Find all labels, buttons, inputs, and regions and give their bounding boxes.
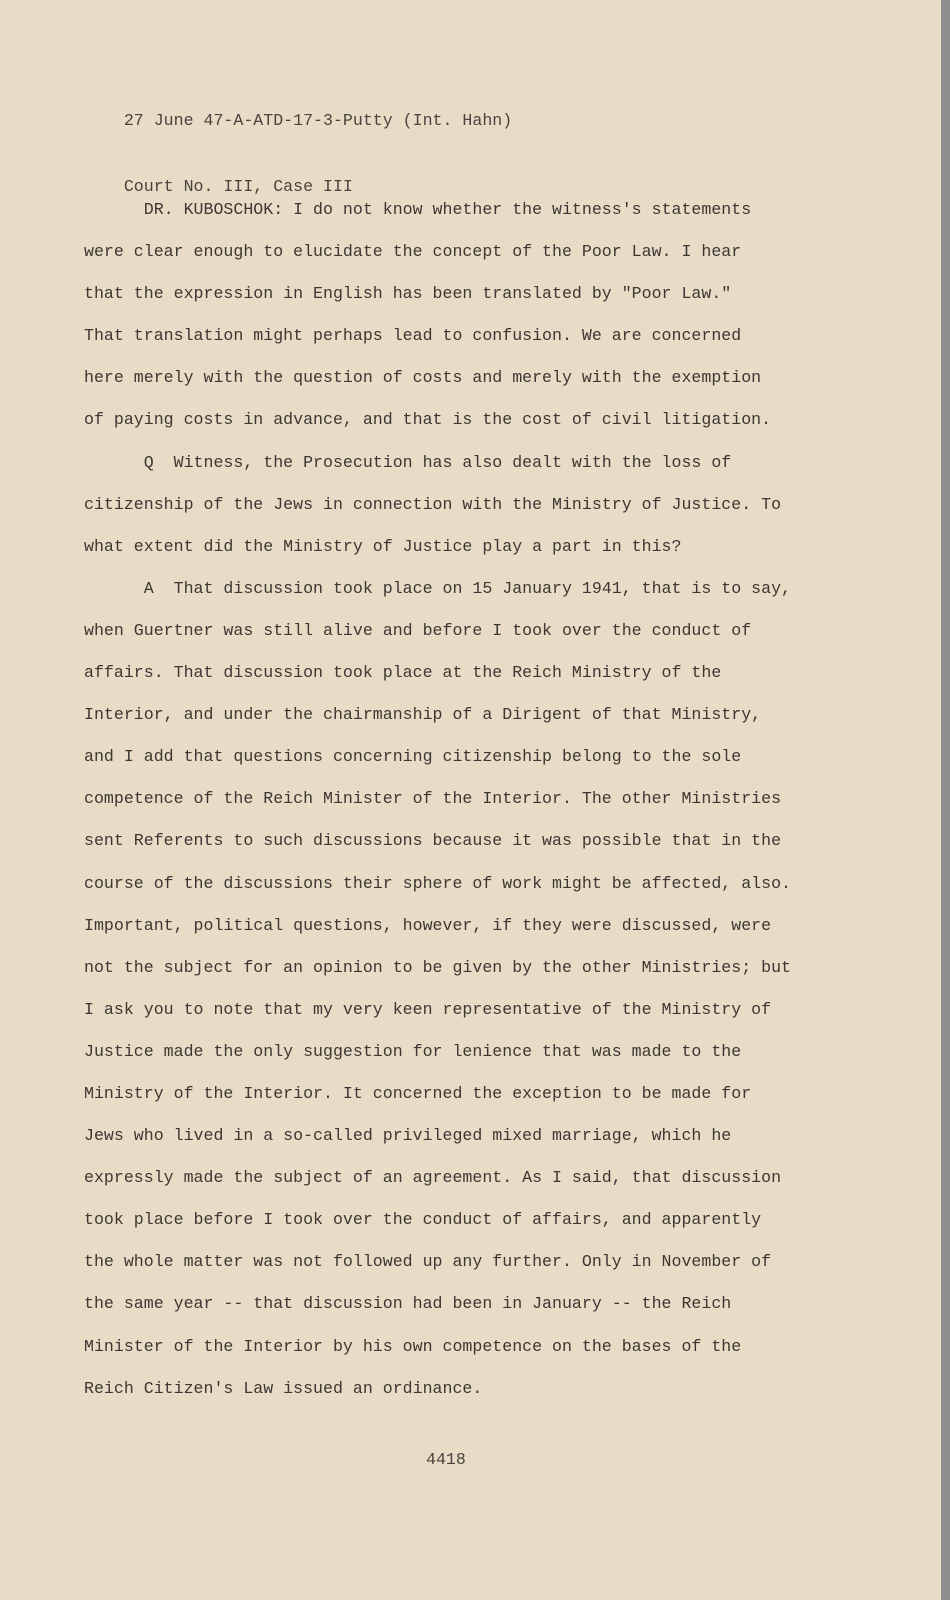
text-line: and I add that questions concerning citizenship belong to the sole (84, 747, 742, 767)
text-line: here merely with the question of costs and merely with the exemption (84, 368, 762, 388)
text-line: took place before I took over the conduct of affairs, and apparently (84, 1210, 762, 1230)
text-line: Ministry of the Interior. It concerned the exception to be made for (84, 1083, 752, 1103)
text-line: that the expression in English has been translated by "Poor Law." (84, 284, 732, 304)
page-number: 4418 (426, 1450, 466, 1469)
text-line: affairs. That discussion took place at the Reich Ministry of the (84, 663, 722, 683)
text-line: Justice made the only suggestion for lenience that was made to the (84, 1041, 742, 1061)
text-line: Minister of the Interior by his own competence on the bases of the (84, 1336, 742, 1356)
text-line: not the subject for an opinion to be given by the other Ministries; but (84, 957, 792, 977)
text-line: Reich Citizen's Law issued an ordinance. (84, 1378, 483, 1398)
text-line: what extent did the Ministry of Justice play a part in this? (84, 536, 682, 556)
text-line: Important, political questions, however, if they were discussed, were (84, 915, 772, 935)
text-line: That translation might perhaps lead to confusion. We are concerned (84, 326, 742, 346)
text-line: Jews who lived in a so-called privileged mixed marriage, which he (84, 1126, 732, 1146)
scan-edge (941, 0, 950, 1600)
text-line: competence of the Reich Minister of the Interior. The other Ministries (84, 789, 782, 809)
text-line: expressly made the subject of an agreement. As I said, that discussion (84, 1168, 782, 1188)
transcript-body (84, 189, 824, 1410)
header-line-2: Court No. III, Case III (123, 177, 353, 196)
header-line-1: 27 June 47-A-ATD-17-3-Putty (Int. Hahn) (123, 111, 513, 130)
text-line: course of the discussions their sphere of work might be affected, also. (84, 873, 792, 893)
text-line: when Guertner was still alive and before I took over the conduct of (84, 620, 752, 640)
text-line: were clear enough to elucidate the concept of the Poor Law. I hear (84, 242, 742, 262)
text-line: DR. KUBOSCHOK: I do not know whether the witness's statements (84, 200, 752, 219)
text-line: the whole matter was not followed up any further. Only in November of (84, 1252, 772, 1272)
text-line: the same year -- that discussion had been in January -- the Reich (84, 1294, 732, 1314)
text-line: Interior, and under the chairmanship of a Dirigent of that Ministry, (84, 705, 762, 725)
text-line: Q Witness, the Prosecution has also dealt with the loss of (84, 452, 732, 472)
text-line: sent Referents to such discussions because it was possible that in the (84, 831, 782, 851)
text-line: A That discussion took place on 15 January 1941, that is to say, (84, 578, 792, 598)
text-line: of paying costs in advance, and that is the cost of civil litigation. (84, 410, 772, 430)
text-line: citizenship of the Jews in connection with the Ministry of Justice. To (84, 494, 782, 514)
text-line: I ask you to note that my very keen representative of the Ministry of (84, 999, 772, 1019)
